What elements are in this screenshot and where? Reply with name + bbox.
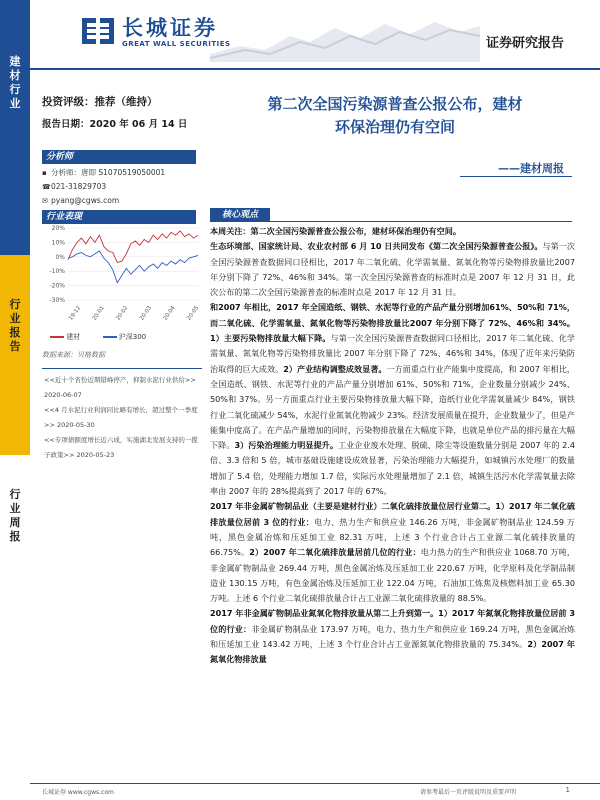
chart-legend [50,332,146,342]
body-paragraph-2: 生态环境部、国家统计局、农业农村部 6 月 10 日共同发布《第二次全国污染源普查公报》。与第一次全国污染源普查数据同口径相比，2017 年二氧化硫、化学需氧量、氮氧化物等污染物排放量比2007 年分别下降了 72%、46%和 34%。第一次全国污染源普查的标准时点是 2007 年 12 月 31 日，此次公布的第二次全国污染源普查的标准时点是 2017 年 12 月 31 日。 [210,241,575,298]
person-icon: ▪ [42,169,47,177]
footer-divider [30,783,600,784]
legend-label-a: 建材 [66,333,81,341]
report-date: 报告日期：2020 年 06 月 14 日 [42,119,188,130]
x-tick-label: 20-01 [91,305,106,322]
analyst-name: ▪ 分析师：唐即 S1070519050001 [42,166,165,180]
report-header [30,0,600,72]
trend-heading: 行业表现 [42,210,196,224]
y-tick-label: 20% [51,225,65,232]
y-tick-label: 10% [51,239,65,247]
body-paragraph-3: 和2007 年相比，2017 年全国造纸、钢铁、水泥等行业的产品产量分别增加61%、50%和 71%，而二氧化硫、化学需氧量、氮氧化物等污染物排放量比2007 年分别下降了 72%、46%和 34%。1）主要污染物排放量大幅下降。与第一次全国污染源普查数据同口径相比，2017 年二氧化硫、化学需氧量、氮氧化物等污染物排放量比 2007 年分别下降了 72%、46%和 34%，体现了近年来污染防治取得的巨大成效。2）产业结构调整成效显著。一方面重点行业产能集中度提高，和 2007 年相比，全国造纸、钢铁、水泥等行业的产品产量分别增加 61%、50%和 71%，企业数量分别减少 24%、50%和 37%。另一方面重点行业主要污染物排放量大幅下降，造纸行业化学需氧量减少 84%，钢铁行业二氧化硫减少 54%，水泥行业氮氧化物减少 23%。经济发展质量在提升，企业数量少了，但是产能集中度高了。在产品产量增加的同时，污染物排放量在大幅度下降，也就是单位产品的排污量在大幅下降。3）污染治理能力明显提升。工业企业废水处理、脱硫、除尘等设施数量分别是 2007 年的 2.4 倍、3.3 倍和 5 倍，城市基础设施建设成效显著，污染治理能力大幅提升，如城镇污水处理厂的数量增加了 5.4 倍，处理能力增加 1.7 倍，实际污水处理量增加了 2.1 倍，城镇生活污水化学需氧量去除率由 2007 年的 28%提高到了 2017 年的 67%。 [210,302,575,497]
core-view-heading: 核心观点 [210,208,270,222]
y-tick-label: -30% [49,297,65,304]
great-wall-logo-icon [80,14,116,48]
analyst-email[interactable]: ✉ pyang@cgws.com [42,194,119,208]
industry-trend-chart [42,222,202,324]
y-tick-label: -20% [49,282,65,290]
x-tick-label: 20-04 [162,305,177,322]
series-line-building-materials [68,231,198,263]
x-tick-label: 20-03 [138,305,154,322]
analyst-heading: 分析师 [42,150,196,164]
page-number: 1 [565,786,570,794]
logo-english-name: GREAT WALL SECURITIES [122,40,231,48]
sidebar-industry-label: 建 材 行 业 [9,55,21,110]
series-underline [460,176,572,177]
footer-disclaimer: 请参考最后一页评级说明及重要声明 [420,789,517,796]
related-report-item[interactable]: <<近十个省份近期错峰停产，抑制水泥行业供给>> 2020-06-07 [44,376,196,399]
investment-rating: 投资评级：推荐（维持） [42,96,158,108]
series-line-csi300 [68,251,198,283]
x-tick-label: 19-12 [68,305,83,322]
legend-label-b: 沪深300 [118,333,147,341]
title-line-2: 环保治理仍有空间 [334,118,455,136]
related-report-item[interactable]: <<4 月水泥行业利润同比略有增长，超过整个一季度>> 2020-05-30 [44,406,198,429]
sidebar-weekly-label: 行 业 周 报 [9,488,21,543]
great-wall-illustration [210,6,480,62]
chart-source: 数据来源：贝格数据 [42,351,105,359]
related-report-item[interactable]: <<专项债额度增长近六成，实施湖北发展支持的一揽子政策>> 2020-05-23 [44,436,198,459]
report-type-label: 证券研究报告 [485,36,564,51]
body-paragraph-1: 本周关注：第二次全国污染源普查公报公布，建材环保治理仍有空间。 [210,226,461,236]
email-icon: ✉ [42,197,48,205]
sidebar-report-label: 行 业 报 告 [9,298,21,353]
analyst-phone: ☎021-31829703 [42,180,106,194]
legend-swatch-a [50,336,64,338]
header-divider [30,68,600,70]
footer-website[interactable]: 长城证券 www.cgws.com [42,789,114,796]
sidebar-blue-band [0,0,30,255]
report-body [210,224,575,668]
title-line-1: 第二次全国污染源普查公报公布，建材 [267,95,523,113]
x-tick-label: 20-02 [115,305,130,322]
phone-icon: ☎ [42,183,51,191]
legend-swatch-b [103,336,117,338]
logo-chinese-name: 长城证券 [122,16,218,40]
related-top-divider [42,368,202,369]
body-paragraph-4: 2017 年非金属矿物制品业（主要是建材行业）二氧化硫排放量位居行业第二。1）2017 年二氧化硫排放量位居前 3 位的行业：电力、热力生产和供应业 146.26 万吨，非金属矿物制品业 124.59 万吨，黑色金属冶炼和压延加工业 82.31 万吨，上述 3 个行业合计占工业源二氧化硫排放量的 66.75%。2）2007 年二氧化硫排放量居前几位的行业：电力热力的生产和供应业 1068.70 万吨，非金属矿物制品业 269.44 万吨，黑色金属冶炼及压延加工业 220.67 万吨，化学原料及化学制品制造业 130.15 万吨，有色金属冶炼及压延加工业 122.04 万吨，石油加工炼焦及核燃料加工业 65.30 万吨。上述 6 个行业二氧化硫排放量合计占工业源二氧化硫排放量的 88.5%。 [210,501,575,604]
related-reports [44,373,204,463]
y-tick-label: -10% [49,268,65,276]
body-paragraph-5: 2017 年非金属矿物制品业氮氧化物排放量从第二上升到第一。1）2017 年氮氧化物排放量位居前 3 位的行业：非金属矿物制品业 173.97 万吨，电力、热力生产和供应业 169.24 万吨，黑色金属冶炼和压延加工业 143.42 万吨，上述 3 个行业合计占工业源氮氧化物排放量的 75.34%。2）2007 年氮氧化物排放量 [210,608,575,665]
sidebar-yellow-band [0,255,30,455]
y-tick-label: 0% [55,253,65,261]
report-title [210,93,580,139]
core-view-divider [270,221,572,222]
report-series: ——建材周报 [498,162,564,175]
x-tick-label: 20-05 [186,305,201,322]
left-sidebar [0,0,30,800]
